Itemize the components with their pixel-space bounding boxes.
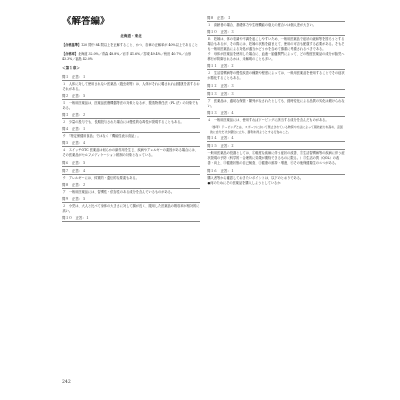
answer-item — [62, 169, 200, 181]
answer-item — [207, 111, 345, 123]
answer-explanation: １ 人体に対して使用されない医薬品（殺虫剤等）は、人体がそれに曝されれば健康を害するおそれがある。 — [62, 81, 200, 91]
answer-explanation: ア 医薬品は、適切な保管・陳列がなされたとしても、経時変化による品質の劣化は避けられない。 — [207, 98, 345, 108]
page-number: 242 — [62, 380, 71, 385]
answer-item — [62, 216, 200, 222]
answer-explanation: ア 一般用医薬品には、習慣性・依存性のある成分を含んでいるものがある。 — [62, 189, 175, 194]
answer-heading: 問８ 正答：３ — [207, 16, 345, 22]
region-heading: 北海道・東北 — [120, 34, 142, 38]
answer-item — [207, 30, 345, 62]
answer-heading: 問９ 正答：５ — [62, 197, 200, 203]
answer-item — [62, 94, 200, 111]
answer-item — [62, 183, 200, 195]
answer-explanation: ウ 母体が医薬品を使用した場合に、血液－胎盤関門によって、どの程度医薬品の成分が胎児へ移行が防御されるかは、未解明のことも多い。 — [207, 52, 345, 62]
pass-criteria-label: 【合格基準】 — [62, 43, 82, 48]
answer-heading: 問１２ 正答：３ — [207, 84, 345, 90]
answer-item — [207, 92, 345, 109]
answer-heading: 問１４ 正答：４ — [207, 136, 345, 142]
answer-heading: 問１６ 正答：１ — [207, 169, 345, 175]
answer-item — [62, 75, 200, 92]
answer-item — [62, 113, 200, 125]
answer-explanation: ●何のためにその医薬品を購入しようとしているか — [207, 180, 281, 185]
pass-rate-text: 北海道 32.0%／青森 48.8%／岩手 41.6%／宮城 49.4%／秋田 40.7%／山形 43.3%／福島 42.0% — [62, 52, 192, 62]
answer-item — [207, 84, 345, 90]
chapter-heading: ＜第１章＞ — [62, 66, 80, 71]
answer-explanation: ２ 少量の投与でも、長期投与された場合には慢性的な毒性が発現することもある。 — [62, 119, 184, 124]
answer-heading: 問７ 正答：４ — [62, 169, 200, 175]
answer-explanation: ウ アレルギーには、体質的・遺伝的な要素もある。 — [62, 175, 139, 180]
answer-heading: 問１０ 正答：１ — [62, 216, 200, 222]
answer-explanation: 購入者等から確認しておきたいポイントは、以下のとおりである。 — [207, 175, 304, 180]
answer-item — [62, 161, 200, 167]
answer-explanation: １ 高齢者の場合、基礎体力や生理機能の衰えの度合いは個人差が大きい。 — [207, 23, 316, 27]
answer-heading: 問３ 正答：２ — [62, 113, 200, 119]
answer-explanation: ２ 生活習慣病等の慢性疾患の種類や程度によっては、一般用医薬品を使用することでその症状が悪化することもある。 — [207, 71, 345, 81]
answer-heading: 問１３ 正答：４ — [207, 111, 345, 117]
answer-explanation: ４ スイッチOTC 医薬品は何らかの副作用を生じ、疾病やアレルギーの素因がある場合には、その医薬品がセルフメディケーション税制の対象となっている。 — [62, 148, 198, 158]
answer-explanation: 一般用医薬品の役割としては、①軽度な疾病に伴う症状の改善、②生活習慣病等の疾病に伴う症状発現の予防（科学的・合理的に効果が期待できるものに限る。）③生活の質（QOL）の改善・向上、④健康状態の自己検査、⑤健康の維持・増進、⑥その他保健衛生の６つがある。 — [207, 151, 345, 166]
answer-heading: 問１５ 正答：２ — [207, 144, 345, 150]
reference-note: （参考）ドーピングとは、スポーツにおいて禁止されている物質や方法によって競技能力を高め、意図的に自分だけが優位に立ち、勝利を得ようとする行為のこと。 — [210, 125, 343, 134]
answer-explanation: ２ 小児は、大人と比べて身体の大きさに対して腸が長く、服用した医薬品の吸収率が相対的に高い。 — [62, 204, 200, 214]
answer-heading: 問５ 正答：４ — [62, 141, 200, 147]
answer-item — [207, 64, 345, 81]
answer-heading: 問４ 正答：１ — [62, 127, 200, 133]
answer-heading: 問８ 正答：２ — [62, 183, 200, 189]
pass-rate-label: 【合格率】 — [62, 52, 78, 57]
answer-heading: 問１１ 正答：２ — [207, 64, 345, 70]
left-question-list — [62, 75, 200, 223]
pass-rate — [62, 52, 200, 62]
answer-item — [207, 169, 345, 186]
answer-item — [62, 141, 200, 158]
answer-heading: 問１ 正答：１ — [62, 75, 200, 81]
right-column — [207, 16, 345, 371]
answer-heading: 問１３ 正答：３ — [207, 92, 345, 98]
answer-item — [207, 125, 345, 134]
answer-heading: 問１０ 正答：３ — [207, 30, 345, 36]
answer-explanation: ４ 一般用医薬品には、使用すればドーピングに該当する成分を含んだものがある。 — [207, 117, 329, 122]
answer-explanation: ５ 一般用医薬品は、医薬品医療機器等法の対象となるが、製造物責任法（PL 法）の対象でもある。 — [62, 100, 199, 110]
answer-heading: 問６ 正答：５ — [62, 161, 200, 167]
answer-item — [207, 136, 345, 142]
answer-explanation: Ｂ 妊婦は、体の変調や不調を起こしやすいため、一般用医薬品で症状の緩和等を図ろうとする場合もあるが、その際には、妊婦の状態を踏まえて、使用の可否も配慮する必要がある。そもそも一般用医薬品による対処が適当かどうかを含めて慎重に考慮されるべきである。 — [207, 37, 345, 52]
pass-criteria-text: 120 問中 84 問以上を正解すること、かつ、各章の正解率が 40%以上であること — [81, 43, 198, 48]
answer-heading: 問２ 正答：５ — [62, 94, 200, 100]
pass-criteria — [62, 43, 200, 48]
answer-item — [62, 197, 200, 214]
answer-item — [62, 127, 200, 139]
left-column — [62, 16, 200, 394]
right-question-list — [207, 16, 345, 186]
answer-item — [207, 16, 345, 28]
section-title: 《解答編》 — [62, 16, 110, 27]
answer-item — [207, 144, 345, 166]
answer-explanation: ウ 「特定保健用食品」ではなく「機能性表示食品」。 — [62, 134, 141, 139]
